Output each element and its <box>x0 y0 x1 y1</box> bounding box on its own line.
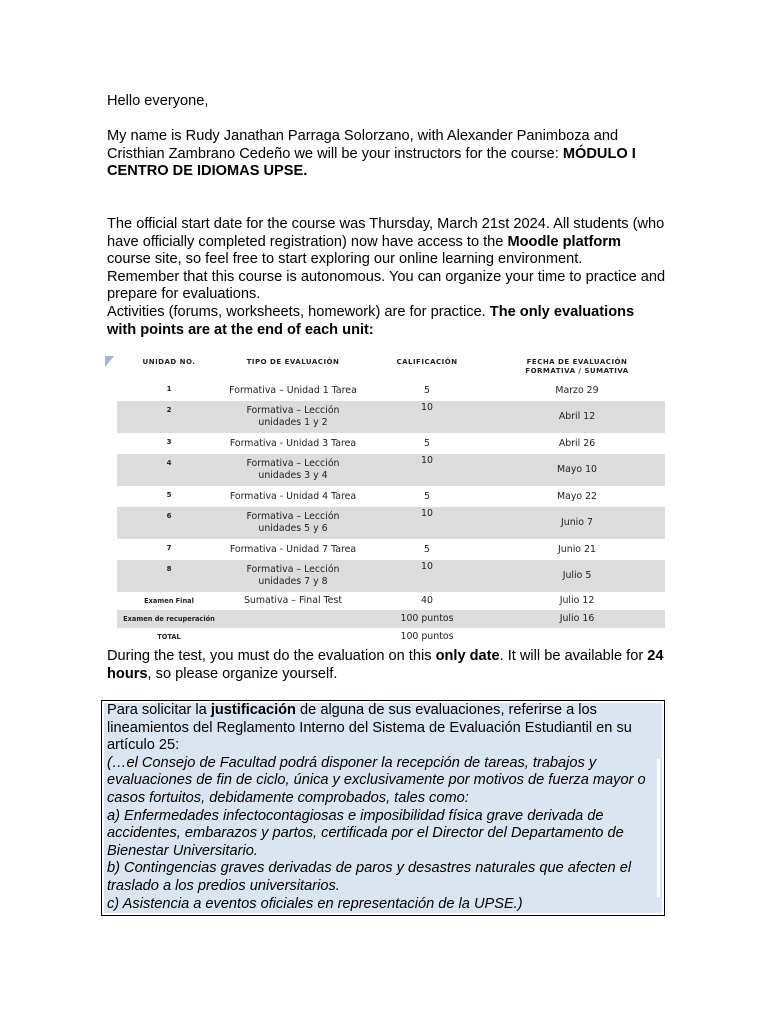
header-calificacion: CALIFICACIÓN <box>396 358 458 366</box>
box-item-c-text: c) Asistencia a eventos oficiales en representación de la UPSE.) <box>107 895 523 912</box>
table-row <box>117 507 665 539</box>
table-row <box>117 560 665 592</box>
grade: 5 <box>424 543 430 555</box>
evaluation-type-line2: unidades 3 y 4 <box>258 470 328 481</box>
start-paragraph <box>107 216 667 269</box>
unit-number: 7 <box>166 544 172 552</box>
box-content <box>107 702 664 913</box>
box-item-a-text: a) Enfermedades infectocontagiosas e imposibilidad física grave derivada de accidentes, embarazos y partos, certificada por el Director del Departamento de Bienestar Universitario. <box>107 807 624 859</box>
grade: 5 <box>424 384 430 396</box>
test-info-text: During the test, you must do the evaluation on this <box>107 648 436 664</box>
grade: 10 <box>365 560 489 592</box>
hours-24: 24 hours <box>107 648 664 682</box>
table-row <box>117 454 665 486</box>
moodle-platform: Moodle platform <box>507 233 621 250</box>
header-fecha <box>489 356 665 380</box>
evaluation-type <box>221 507 365 539</box>
recuperacion-tipo <box>221 610 365 628</box>
final-cal: 40 <box>421 595 433 606</box>
total-fecha <box>489 628 665 646</box>
recuperacion-label: Examen de recuperación <box>117 610 221 628</box>
course-name: MÓDULO I CENTRO DE IDIOMAS UPSE. <box>107 145 636 180</box>
evaluation-type-line2: unidades 5 y 6 <box>258 523 328 534</box>
evaluation-type-line1: Formativa - Unidad 7 Tarea <box>229 543 357 555</box>
evaluation-type <box>221 380 365 401</box>
evaluation-type <box>221 454 365 486</box>
final-exam-row <box>117 592 665 610</box>
evaluation-type-line2: unidades 1 y 2 <box>258 417 328 428</box>
final-label: Examen Final <box>144 597 194 605</box>
table-row <box>117 486 665 507</box>
recuperacion-fecha: Julio 16 <box>489 610 665 628</box>
total-cal: 100 puntos <box>400 631 454 642</box>
unit-number: 1 <box>166 385 172 393</box>
autonomous-paragraph: Remember that this course is autonomous. You can organize your time to practice and prepare for evaluations. <box>107 268 666 303</box>
grade: 10 <box>365 454 489 486</box>
test-info-end: , so please organize yourself. <box>147 665 338 682</box>
table-corner-marker <box>105 356 114 367</box>
box-quote-text: (…el Consejo de Facultad podrá disponer la recepción de tareas, trabajos y evaluaciones de fin de ciclo, única y exclusivamente por motivos de fuerza mayor o casos fortuitos, debidamente comprobados, tales como: <box>107 754 646 806</box>
table-body <box>117 380 665 592</box>
grade: 10 <box>365 507 489 539</box>
box-item-b <box>107 860 664 895</box>
evaluation-date: Julio 5 <box>489 560 665 592</box>
unit-number: 2 <box>117 401 221 433</box>
grade: 10 <box>365 401 489 433</box>
evaluation-date: Marzo 29 <box>555 384 599 396</box>
evaluation-type <box>221 539 365 560</box>
justification-box <box>101 700 665 916</box>
recuperacion-cal: 100 puntos <box>365 610 489 628</box>
activities-paragraph <box>107 304 667 339</box>
unit-number: 5 <box>166 491 172 499</box>
activities-bold: The only evaluations with points are at the end of each unit: <box>107 303 635 338</box>
header-tipo: TIPO DE EVALUACIÓN <box>246 358 340 366</box>
evaluation-type-line1: Formativa - Unidad 4 Tarea <box>229 490 357 502</box>
box-intro-text: Para solicitar la <box>107 702 211 718</box>
evaluation-type-line1: Formativa – Unidad 1 Tarea <box>229 384 357 396</box>
table-row <box>117 380 665 401</box>
total-row <box>117 628 665 646</box>
table-row <box>117 539 665 560</box>
table-row <box>117 401 665 433</box>
evaluation-type-line1: Formativa – Lección <box>246 511 340 522</box>
evaluation-type-line1: Formativa – Lección <box>246 458 340 469</box>
grade: 5 <box>424 490 430 502</box>
greeting: Hello everyone, <box>107 93 209 109</box>
box-quote <box>107 755 664 808</box>
table-row <box>117 433 665 454</box>
box-item-c <box>107 896 664 914</box>
only-date: only date <box>435 648 500 664</box>
evaluation-type <box>221 486 365 507</box>
evaluation-type <box>221 560 365 592</box>
final-fecha: Julio 12 <box>559 595 595 606</box>
evaluation-date: Junio 7 <box>489 507 665 539</box>
evaluation-date: Mayo 10 <box>489 454 665 486</box>
evaluation-type-line1: Formativa – Lección <box>246 564 340 575</box>
start-text: The official start date for the course was Thursday, March 21st 2024. All students (who have officially completed registration) now have access to the <box>107 215 665 250</box>
evaluation-type-line2: unidades 7 y 8 <box>258 576 328 587</box>
evaluation-type-line1: Formativa - Unidad 3 Tarea <box>229 437 357 449</box>
unit-number: 4 <box>117 454 221 486</box>
box-intro <box>107 702 664 755</box>
box-justificacion: justificación <box>210 702 296 718</box>
final-tipo: Sumativa – Final Test <box>243 595 343 606</box>
box-intro-end: de alguna de sus evaluaciones, referirse a los lineamientos del Reglamento Interno del Sistema de Evaluación Estudiantil en su artículo 25: <box>107 702 632 754</box>
unit-number: 8 <box>117 560 221 592</box>
evaluation-date: Junio 21 <box>558 543 596 555</box>
evaluation-date: Abril 26 <box>558 437 596 449</box>
test-info-paragraph <box>107 648 667 683</box>
evaluation-type <box>221 433 365 454</box>
grade: 5 <box>424 437 430 449</box>
intro-paragraph <box>107 128 667 181</box>
total-label: TOTAL <box>157 633 181 641</box>
header-unidad: UNIDAD NO. <box>142 358 196 366</box>
box-item-b-text: b) Contingencias graves derivadas de paros y desastres naturales que afecten el traslado a los predios universitarios. <box>107 860 632 894</box>
table-header-row <box>117 356 665 380</box>
evaluation-date: Abril 12 <box>489 401 665 433</box>
test-info-mid: . It will be available for <box>499 648 648 664</box>
start-text-end: course site, so feel free to start exploring our online learning environment. <box>107 251 583 268</box>
evaluation-type <box>221 401 365 433</box>
unit-number: 3 <box>166 438 172 446</box>
letter-body <box>107 93 667 339</box>
intro-text: My name is Rudy Janathan Parraga Solorzano, with Alexander Panimboza and Cristhian Zambrano Cedeño we will be your instructors for the course: <box>107 128 619 162</box>
table-summary <box>117 592 665 646</box>
evaluation-table <box>117 356 665 646</box>
recuperacion-row <box>117 610 665 628</box>
box-item-a <box>107 808 664 861</box>
activities-text: Activities (forums, worksheets, homework) are for practice. <box>107 303 490 320</box>
total-tipo <box>221 628 365 646</box>
header-fecha-line1: FECHA DE EVALUACIÓN <box>526 358 628 366</box>
unit-number: 6 <box>117 507 221 539</box>
evaluation-type-line1: Formativa – Lección <box>246 405 340 416</box>
header-fecha-line2: FORMATIVA / SUMATIVA <box>525 367 629 375</box>
evaluation-date: Mayo 22 <box>556 490 598 502</box>
